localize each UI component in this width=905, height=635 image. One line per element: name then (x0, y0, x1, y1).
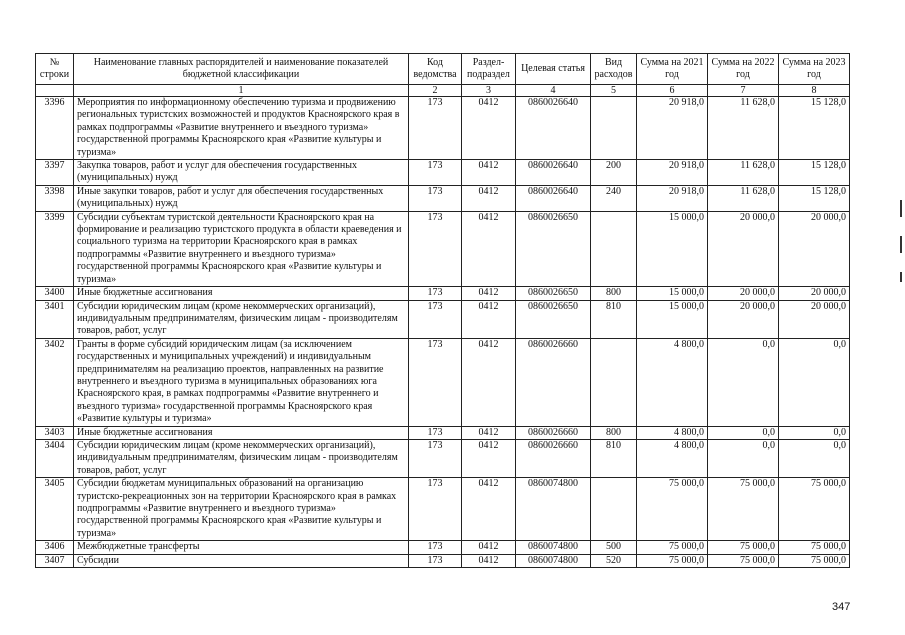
row-target-item: 0860026650 (516, 211, 591, 286)
row-target-item: 0860026640 (516, 97, 591, 160)
row-section: 0412 (462, 439, 516, 477)
scan-edge-mark (900, 236, 902, 253)
row-section: 0412 (462, 338, 516, 426)
row-expense-type (591, 211, 637, 286)
row-expense-type: 240 (591, 185, 637, 211)
row-name: Закупка товаров, работ и услуг для обеспечения государственных (муниципальных) нужд (74, 160, 409, 186)
table-row (36, 338, 850, 426)
row-sum-2021: 15 000,0 (637, 287, 708, 300)
row-number: 3401 (36, 300, 74, 338)
column-number-blank (36, 85, 74, 97)
row-name: Иные бюджетные ассигнования (74, 426, 409, 439)
row-number: 3405 (36, 478, 74, 541)
row-section: 0412 (462, 160, 516, 186)
row-target-item: 0860026640 (516, 160, 591, 186)
row-sum-2021: 15 000,0 (637, 300, 708, 338)
row-name: Субсидии юридическим лицам (кроме некоммерческих организаций), индивидуальным предпринимателям, физическим лицам - производителям товаров, работ, услуг (74, 439, 409, 477)
table-row (36, 478, 850, 541)
column-number: 8 (779, 85, 850, 97)
header-name: Наименование главных распорядителей и наименование показателей бюджетной классификации (74, 54, 409, 85)
row-department-code: 173 (409, 160, 462, 186)
row-section: 0412 (462, 185, 516, 211)
row-section: 0412 (462, 541, 516, 554)
row-expense-type (591, 97, 637, 160)
row-sum-2023: 20 000,0 (779, 211, 850, 286)
row-department-code: 173 (409, 478, 462, 541)
row-sum-2023: 20 000,0 (779, 287, 850, 300)
row-target-item: 0860074800 (516, 554, 591, 567)
row-sum-2021: 15 000,0 (637, 211, 708, 286)
header-sum-2021: Сумма на 2021 год (637, 54, 708, 85)
row-sum-2023: 0,0 (779, 439, 850, 477)
column-number: 4 (516, 85, 591, 97)
column-number: 2 (409, 85, 462, 97)
row-name: Мероприятия по информационному обеспечению туризма и продвижению региональных туристских возможностей и продуктов Красноярского края в рамках подпрограммы «Развитие внутреннего и въездного туризма» государственной программы Красноярского края «Развитие культуры и туризма» (74, 97, 409, 160)
row-sum-2021: 75 000,0 (637, 541, 708, 554)
column-number: 3 (462, 85, 516, 97)
row-department-code: 173 (409, 211, 462, 286)
row-expense-type: 810 (591, 439, 637, 477)
row-target-item: 0860026650 (516, 287, 591, 300)
row-department-code: 173 (409, 300, 462, 338)
row-department-code: 173 (409, 97, 462, 160)
row-expense-type: 800 (591, 287, 637, 300)
row-sum-2023: 75 000,0 (779, 554, 850, 567)
row-section: 0412 (462, 287, 516, 300)
row-department-code: 173 (409, 439, 462, 477)
row-sum-2021: 20 918,0 (637, 160, 708, 186)
header-sum-2022: Сумма на 2022 год (708, 54, 779, 85)
table-row (36, 160, 850, 186)
row-target-item: 0860026660 (516, 426, 591, 439)
row-sum-2023: 15 128,0 (779, 185, 850, 211)
table-row (36, 211, 850, 286)
table-row (36, 185, 850, 211)
row-number: 3407 (36, 554, 74, 567)
row-section: 0412 (462, 426, 516, 439)
row-expense-type (591, 338, 637, 426)
table-row (36, 439, 850, 477)
row-target-item: 0860074800 (516, 541, 591, 554)
row-number: 3404 (36, 439, 74, 477)
header-expense-type: Вид расходов (591, 54, 637, 85)
row-section: 0412 (462, 478, 516, 541)
row-section: 0412 (462, 554, 516, 567)
table-row (36, 426, 850, 439)
row-sum-2021: 4 800,0 (637, 439, 708, 477)
header-target-item: Целевая статья (516, 54, 591, 85)
row-sum-2021: 75 000,0 (637, 554, 708, 567)
table-row (36, 300, 850, 338)
row-sum-2022: 11 628,0 (708, 97, 779, 160)
row-sum-2021: 4 800,0 (637, 426, 708, 439)
row-target-item: 0860026650 (516, 300, 591, 338)
page-number: 347 (832, 601, 851, 613)
row-name: Субсидии (74, 554, 409, 567)
header-sum-2023: Сумма на 2023 год (779, 54, 850, 85)
row-sum-2023: 15 128,0 (779, 160, 850, 186)
row-sum-2023: 0,0 (779, 426, 850, 439)
row-number: 3397 (36, 160, 74, 186)
row-section: 0412 (462, 97, 516, 160)
row-sum-2023: 15 128,0 (779, 97, 850, 160)
row-sum-2022: 0,0 (708, 426, 779, 439)
row-sum-2021: 75 000,0 (637, 478, 708, 541)
row-department-code: 173 (409, 541, 462, 554)
header-section: Раздел-подраздел (462, 54, 516, 85)
row-department-code: 173 (409, 185, 462, 211)
row-department-code: 173 (409, 426, 462, 439)
scan-edge-mark (900, 200, 902, 217)
row-expense-type: 520 (591, 554, 637, 567)
row-target-item: 0860026660 (516, 338, 591, 426)
header-department-code: Код ведомства (409, 54, 462, 85)
scan-edge-mark (900, 272, 902, 282)
row-sum-2022: 20 000,0 (708, 287, 779, 300)
row-sum-2022: 75 000,0 (708, 478, 779, 541)
row-department-code: 173 (409, 338, 462, 426)
row-sum-2023: 75 000,0 (779, 541, 850, 554)
row-sum-2022: 11 628,0 (708, 185, 779, 211)
header-row (36, 54, 850, 85)
table-row (36, 97, 850, 160)
row-name: Межбюджетные трансферты (74, 541, 409, 554)
table-row (36, 287, 850, 300)
row-name: Субсидии субъектам туристской деятельности Красноярского края на формирование и реализацию туристского продукта в области краеведения и социального туризма на территории Красноярского края в рамках подпрограммы «Развитие внутреннего и въездного туризма» государственной программы Красноярского края «Развитие культуры и туризма» (74, 211, 409, 286)
row-sum-2021: 20 918,0 (637, 97, 708, 160)
column-number-row (36, 85, 850, 97)
row-sum-2022: 0,0 (708, 439, 779, 477)
table-row (36, 554, 850, 567)
row-expense-type: 200 (591, 160, 637, 186)
row-target-item: 0860026640 (516, 185, 591, 211)
row-name: Иные бюджетные ассигнования (74, 287, 409, 300)
row-sum-2022: 75 000,0 (708, 541, 779, 554)
row-sum-2022: 11 628,0 (708, 160, 779, 186)
row-expense-type: 500 (591, 541, 637, 554)
table-row (36, 541, 850, 554)
row-number: 3399 (36, 211, 74, 286)
row-number: 3403 (36, 426, 74, 439)
row-department-code: 173 (409, 554, 462, 567)
row-sum-2023: 20 000,0 (779, 300, 850, 338)
row-number: 3396 (36, 97, 74, 160)
column-number: 1 (74, 85, 409, 97)
row-sum-2022: 20 000,0 (708, 211, 779, 286)
row-name: Иные закупки товаров, работ и услуг для обеспечения государственных (муниципальных) нужд (74, 185, 409, 211)
row-sum-2022: 20 000,0 (708, 300, 779, 338)
row-number: 3406 (36, 541, 74, 554)
column-number: 7 (708, 85, 779, 97)
row-name: Гранты в форме субсидий юридическим лицам (за исключением государственных и муниципальных учреждений) и индивидуальным предпринимателям на реализацию проектов, направленных на развитие внутреннего и въездного туризма в муниципальных образованиях юга Красноярского края, в рамках подпрограммы «Развитие внутреннего и въездного туризма» государственной программы Красноярского края «Развитие культуры и туризма» (74, 338, 409, 426)
row-section: 0412 (462, 211, 516, 286)
row-expense-type: 800 (591, 426, 637, 439)
row-section: 0412 (462, 300, 516, 338)
row-expense-type (591, 478, 637, 541)
row-department-code: 173 (409, 287, 462, 300)
row-name: Субсидии бюджетам муниципальных образований на организацию туристско-рекреационных зон на территории Красноярского края в рамках подпрограммы «Развитие внутреннего и въездного туризма» государственной программы Красноярского края «Развитие культуры и туризма» (74, 478, 409, 541)
row-number: 3400 (36, 287, 74, 300)
row-expense-type: 810 (591, 300, 637, 338)
row-sum-2023: 75 000,0 (779, 478, 850, 541)
row-sum-2022: 0,0 (708, 338, 779, 426)
row-number: 3402 (36, 338, 74, 426)
row-sum-2022: 75 000,0 (708, 554, 779, 567)
budget-table (35, 53, 850, 568)
row-sum-2021: 20 918,0 (637, 185, 708, 211)
row-number: 3398 (36, 185, 74, 211)
row-target-item: 0860026660 (516, 439, 591, 477)
row-target-item: 0860074800 (516, 478, 591, 541)
row-sum-2021: 4 800,0 (637, 338, 708, 426)
column-number: 6 (637, 85, 708, 97)
row-sum-2023: 0,0 (779, 338, 850, 426)
row-name: Субсидии юридическим лицам (кроме некоммерческих организаций), индивидуальным предпринимателям, физическим лицам - производителям товаров, работ, услуг (74, 300, 409, 338)
column-number: 5 (591, 85, 637, 97)
header-row-number: № строки (36, 54, 74, 85)
